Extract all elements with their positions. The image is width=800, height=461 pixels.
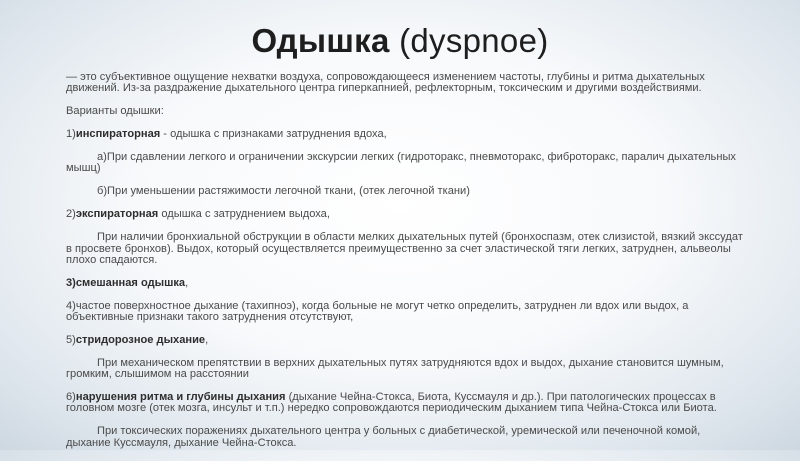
item-1a: а)При сдавлении легкого и ограничении экскурсии легких (гидроторакс, пневмоторакс, фиброторакс, паралич дыхательных мышц) [66,151,736,175]
item-2-text: одышка с затруднением выдоха, [158,208,330,221]
item-1-num: 1) [66,128,76,141]
item-1b: б)При уменьшении растяжимости легочной ткани, (отек легочной ткани) [97,185,470,198]
item-3-text: , [185,276,189,289]
item-6a: При токсических поражениях дыхательного центра у больных с диабетической, уремической или печеночной комой, дыхание Куссмауля, дыхание Чейна-Стокса. [66,425,701,449]
item-5-text: , [205,334,209,347]
item-1-term: инспираторная [75,128,161,141]
item-2-num: 2) [66,208,76,221]
slide-body [66,72,746,461]
item-6-term: нарушения ритма и глубины дыхания [75,391,286,404]
title-main: Одышка [251,22,390,59]
item-3-term: 3)смешанная одышка [66,276,186,289]
item-6-num: 6) [66,391,76,404]
variants-heading: Варианты одышки: [66,105,164,118]
item-5 [66,335,746,346]
item-2 [66,209,746,220]
item-6-text: (дыхание Чейна-Стокса, Биота, Куссмауля и др.). При патологических процессах в головном мозге (отек мозга, инсульт и т.п.) нередко сопровождаются периодическим дыханием типа Чейна-Стокса или Биота. [66,391,717,415]
item-1-text: - одышка с признаками затруднения вдоха, [160,128,387,141]
slide-title [0,22,800,60]
definition-paragraph: — это субъективное ощущение нехватки воздуха, сопровождающееся изменением частоты, глубины и ритма дыхательных движений. Из-за раздражение дыхательного центра гиперкапнией, рефлекторным, токсическим и другими воздействиями. [66,71,705,95]
item-1 [66,129,746,140]
item-5-term: стридорозное дыхание [75,334,206,347]
item-3 [66,278,746,289]
item-2-term: экспираторная [75,208,159,221]
item-2a: При наличии бронхиальной обструкции в области мелких дыхательных путей (бронхоспазм, отек слизистой, вязкий экссудат в просвете бронхов). Выдох, который осуществляется преимущественно за счет эластической тяги легких, затруднен, альвеолы плохо спадаются. [66,231,743,266]
title-sub: (dyspnoe) [399,22,549,59]
item-5a: При механическом препятствии в верхних дыхательных путях затрудняются вдох и выдох, дыхание становится шумным, громким, слышимом на расстоянии [66,357,724,381]
item-6 [66,392,746,414]
item-5-num: 5) [66,334,76,347]
item-4: 4)частое поверхностное дыхание (тахипноэ), когда больные не могут четко определить, затруднен ли вдох или выдох, а объективные признаки такого затруднения отсутствуют, [66,299,689,324]
